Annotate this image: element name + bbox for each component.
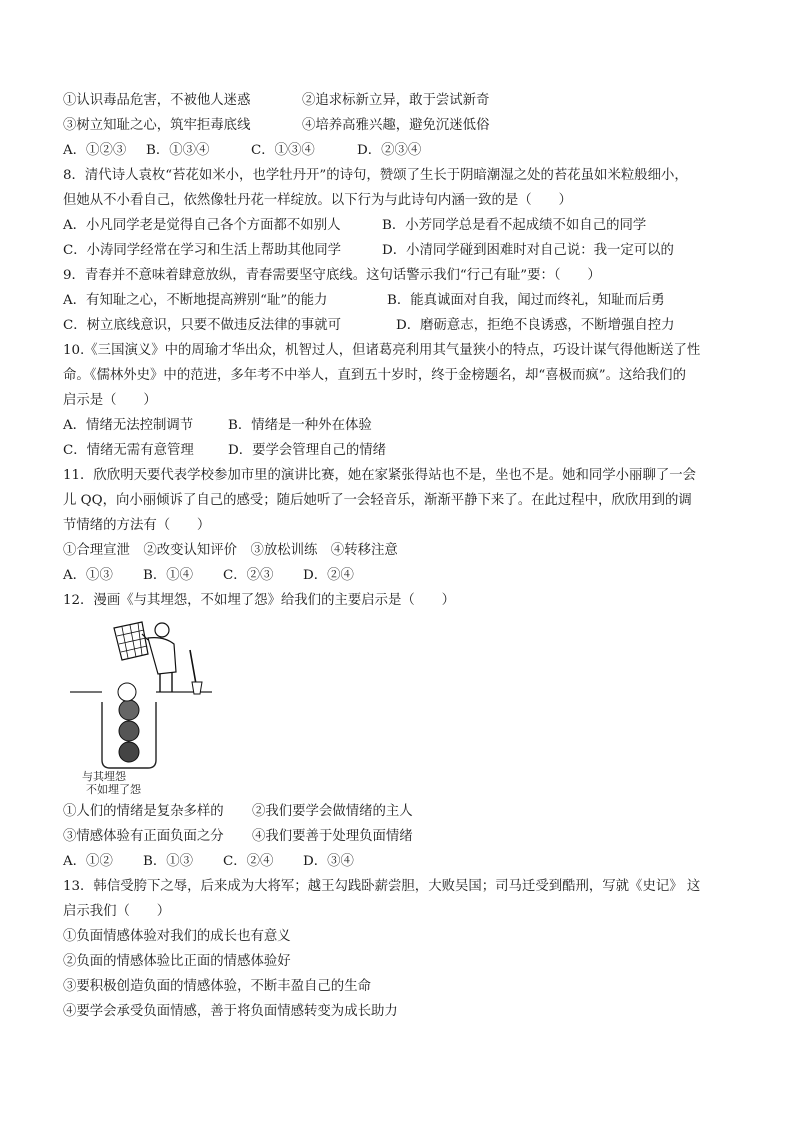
q10-stem-line3: 启示是（ ） [63, 393, 157, 408]
cartoon-image [62, 610, 222, 795]
q12-option-c: C．②④ [223, 854, 274, 869]
q9-option-a: A．有知耻之心，不断地提高辨别“耻”的能力 [63, 293, 328, 308]
cartoon-caption-line1: 与其埋怨 [82, 770, 126, 783]
q11-stem-line2: 儿 QQ，向小丽倾诉了自己的感受；随后她听了一会轻音乐，渐渐平静下来了。在此过程中，欣欣用到的调 [63, 493, 692, 508]
q7-option-b: B．①③④ [146, 143, 210, 158]
q9-option-d: D．磨砺意志，拒绝不良诱惑，不断增强自控力 [396, 318, 675, 333]
q12-item-4: ④我们要善于处理负面情绪 [252, 829, 413, 844]
q7-item-4: ④培养高雅兴趣，避免沉迷低俗 [302, 118, 490, 133]
q13-item-2: ②负面的情感体验比正面的情感体验好 [63, 954, 291, 969]
q10-stem-line1: 10.《三国演义》中的周瑜才华出众，机智过人，但诸葛亮利用其气量狭小的特点，巧设计谋气得他断送了性 [63, 343, 701, 358]
q11-option-b: B．①④ [143, 568, 194, 583]
q10-option-d: D．要学会管理自己的情绪 [228, 443, 387, 458]
q13-item-4: ④要学会承受负面情感，善于将负面情感转变为成长助力 [63, 1004, 398, 1019]
q12-option-b: B．①③ [143, 854, 194, 869]
cartoon-caption-line2: 不如埋了怨 [86, 783, 141, 795]
q7-option-a: A．①②③ [63, 143, 127, 158]
q9-option-c: C．树立底线意识，只要不做违反法律的事就可 [63, 318, 342, 333]
q11-option-a: A．①③ [63, 568, 113, 583]
q7-item-1: ①认识毒品危害，不被他人迷惑 [63, 93, 251, 108]
q12-option-a: A．①② [63, 854, 113, 869]
q8-option-c: C．小涛同学经常在学习和生活上帮助其他同学 [63, 243, 342, 258]
q13-stem-line2: 启示我们（ ） [63, 904, 171, 919]
q13-item-3: ③要积极创造负面的情感体验，不断丰盈自己的生命 [63, 979, 371, 994]
q12-option-d: D．③④ [303, 854, 354, 869]
q12-stem: 12．漫画《与其埋怨，不如埋了怨》给我们的主要启示是（ ） [63, 593, 455, 608]
q11-methods: ①合理宣泄 ②改变认知评价 ③放松训练 ④转移注意 [63, 543, 398, 558]
q13-stem-line1: 13．韩信受胯下之辱，后来成为大将军；越王勾践卧薪尝胆，大败吴国；司马迁受到酷刑，写就《史记》 这 [63, 879, 701, 894]
q11-stem-line1: 11．欣欣明天要代表学校参加市里的演讲比赛，她在家紧张得站也不是，坐也不是。她和同学小丽聊了一会 [63, 468, 697, 483]
q10-stem-line2: 命。《儒林外史》中的范进，多年考不中举人，直到五十岁时，终于金榜题名，却“喜极而疯”。这给我们的 [63, 368, 686, 383]
q8-option-a: A．小凡同学老是觉得自己各个方面都不如别人 [63, 218, 341, 233]
q11-option-c: C．②③ [223, 568, 274, 583]
q8-stem-line1: 8．清代诗人袁枚“苔花如米小，也学牡丹开”的诗句，赞颂了生长于阴暗潮湿之处的苔花虽如米粒般细小， [63, 168, 688, 183]
q12-item-3: ③情感体验有正面负面之分 [63, 829, 224, 844]
q8-stem-line2: 但她从不小看自己，依然像牡丹花一样绽放。以下行为与此诗句内涵一致的是（ ） [63, 193, 572, 208]
q9-option-b: B．能真诚面对自我，闻过而终礼，知耻而后勇 [387, 293, 665, 308]
q13-item-1: ①负面情感体验对我们的成长也有意义 [63, 929, 291, 944]
q11-option-d: D．②④ [303, 568, 354, 583]
q10-option-a: A．情绪无法控制调节 [63, 418, 194, 433]
q12-item-1: ①人们的情绪是复杂多样的 [63, 804, 224, 819]
q8-option-d: D．小清同学碰到困难时对自己说：我一定可以的 [382, 243, 674, 258]
q11-stem-line3: 节情绪的方法有（ ） [63, 518, 211, 533]
q10-option-b: B．情绪是一种外在体验 [228, 418, 372, 433]
q7-item-3: ③树立知耻之心，筑牢拒毒底线 [63, 118, 251, 133]
q10-option-c: C．情绪无需有意管理 [63, 443, 194, 458]
q7-option-d: D．②③④ [357, 143, 422, 158]
q12-item-2: ②我们要学会做情绪的主人 [252, 804, 413, 819]
q7-option-c: C．①③④ [251, 143, 315, 158]
q8-option-b: B．小芳同学总是看不起成绩不如自己的同学 [382, 218, 647, 233]
q9-stem: 9．青春并不意味着肆意放纵，青春需要坚守底线。这句话警示我们“行己有耻”要：（ ） [63, 268, 601, 283]
q7-item-2: ②追求标新立异，敢于尝试新奇 [302, 93, 490, 108]
